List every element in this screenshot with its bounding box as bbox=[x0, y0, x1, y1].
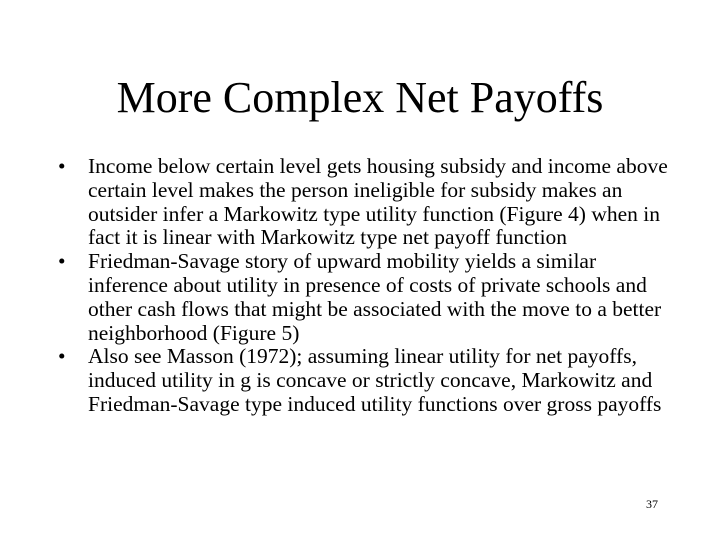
bullet-item-housing-subsidy bbox=[58, 155, 668, 250]
bullet-text: Income below certain level gets housing subsidy and income above certain level makes the person ineligible for subsidy makes an outsider infer a Markowitz type utility function (Figure 4) when in fact it is linear with Markowitz type net payoff function bbox=[88, 154, 668, 250]
bullet-icon: • bbox=[58, 344, 66, 369]
bullet-list bbox=[58, 155, 668, 417]
bullet-text: Also see Masson (1972); assuming linear utility for net payoffs, induced utility in g is concave or strictly concave, Markowitz and Friedman-Savage type induced utility functions over gross payoffs bbox=[88, 344, 662, 416]
bullet-item-friedman-savage bbox=[58, 250, 668, 345]
page-number: 37 bbox=[646, 497, 658, 511]
slide-title: More Complex Net Payoffs bbox=[116, 73, 604, 122]
bullet-icon: • bbox=[58, 154, 66, 178]
bullet-text: Friedman-Savage story of upward mobility yields a similar inference about utility in presence of costs of private schools and other cash flows that might be associated with the move to a better neighborhood (Figure 5) bbox=[88, 249, 662, 345]
bullet-item-masson bbox=[58, 345, 668, 416]
bullet-icon: • bbox=[58, 249, 66, 274]
